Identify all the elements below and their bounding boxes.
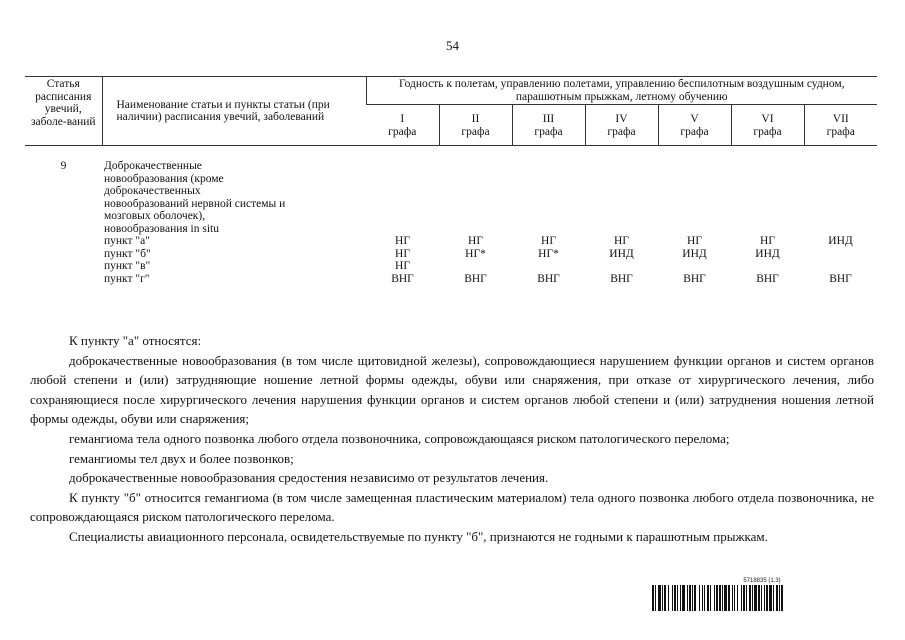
explanatory-text: [30, 331, 874, 547]
barcode-bar: [783, 585, 784, 611]
header-name-column: Наименование статьи и пункты статьи (при наличии) расписания увечий, заболеваний: [102, 77, 366, 146]
cell-value: НГ: [687, 235, 702, 247]
cell-value: [658, 260, 731, 273]
cell-value: ВНГ: [464, 272, 487, 285]
cell-value: ВНГ: [610, 272, 633, 285]
article-number: 9: [60, 160, 67, 172]
cell-value: [512, 260, 585, 273]
cell-value: НГ*: [465, 247, 486, 260]
cell-value: НГ*: [538, 247, 559, 260]
cell-value: НГ: [395, 235, 410, 247]
cell-value: [585, 260, 658, 273]
paragraph: Специалисты авиационного персонала, освидетельствуемые по пункту "б", признаются не годными к парашютным прыжкам.: [69, 528, 768, 544]
header-grafa-5: V графа: [658, 105, 731, 146]
cell-value: НГ: [395, 247, 410, 260]
paragraph: доброкачественные новообразования средостения независимо от результатов лечения.: [69, 470, 549, 486]
cell-value: [804, 260, 877, 273]
barcode-icon: [652, 585, 872, 611]
header-grafa-2: II графа: [439, 105, 512, 146]
header-grafa-7: VII графа: [804, 105, 877, 146]
header-grafa-3: III графа: [512, 105, 585, 146]
disease-schedule-table: [25, 76, 877, 285]
cell-value: НГ: [541, 235, 556, 247]
cell-value: ВНГ: [829, 272, 852, 285]
cell-value: [439, 260, 512, 273]
row-label: пункт "в": [104, 260, 151, 272]
header-article-column: Статья расписания увечий, заболе-ваний: [30, 78, 96, 128]
page-number: 54: [446, 38, 459, 53]
table-row: [25, 273, 877, 286]
document-barcode: [652, 578, 872, 611]
paragraph: доброкачественные новообразования (в том числе щитовидной железы), сопровождающиеся нарушением функции органов и систем органов любой степени и (или) затрудняющие ношение летной формы одежды, обуви или снаряжения, при отказе от хирургического лечения, либо сохраняющиеся после хирургического лечения нарушения функции органов и систем органов любой степени и (или) затруднения ношения летной формы одежды, обуви или снаряжения;: [30, 352, 874, 427]
cell-value: НГ: [468, 235, 483, 247]
table-row: [25, 248, 877, 261]
cell-value: ИНД: [755, 247, 780, 260]
row-label: пункт "а": [104, 235, 150, 247]
cell-value: НГ: [395, 260, 410, 272]
row-label: пункт "б": [104, 247, 151, 260]
cell-value: [731, 260, 804, 273]
row-label: пункт "г": [104, 272, 150, 285]
cell-value: ИНД: [682, 247, 707, 260]
article-title-row: [25, 160, 877, 235]
paragraph: К пункту "а" относятся:: [69, 333, 202, 348]
cell-value: ВНГ: [683, 272, 706, 285]
paragraph: гемангиомы тел двух и более позвонков;: [69, 450, 294, 466]
header-grafa-6: VI графа: [731, 105, 804, 146]
cell-value: НГ: [614, 235, 629, 247]
cell-value: НГ: [760, 235, 775, 247]
cell-value: ИНД: [828, 235, 853, 247]
paragraph: гемангиома тела одного позвонка любого отдела позвоночника, сопровождающаяся риском патологического перелома;: [69, 430, 730, 446]
paragraph: К пункту "б" относится гемангиома (в том числе замещенная пластическим материалом) тела одного позвонка любого отдела позвоночника, не сопровождающаяся риском патологического перелома.: [30, 489, 874, 525]
article-title: Доброкачественные новообразования (кроме доброкачественных новообразований нервной системы и мозговых оболочек), новообразования in situ: [104, 160, 286, 235]
cell-value: ВНГ: [391, 272, 414, 285]
cell-value: ВНГ: [756, 272, 779, 285]
cell-value: [804, 248, 877, 261]
table-row: [25, 260, 877, 273]
cell-value: ВНГ: [537, 272, 560, 285]
barcode-label: 5718835 (1.3): [743, 578, 781, 584]
header-fitness-group: Годность к полетам, управлению полетами, управлению беспилотным воздушным судном, парашютным прыжкам, летному обучению: [366, 77, 877, 105]
table-row: [25, 235, 877, 248]
header-grafa-1: I графа: [388, 113, 417, 138]
header-grafa-4: IV графа: [585, 105, 658, 146]
cell-value: ИНД: [609, 247, 634, 260]
